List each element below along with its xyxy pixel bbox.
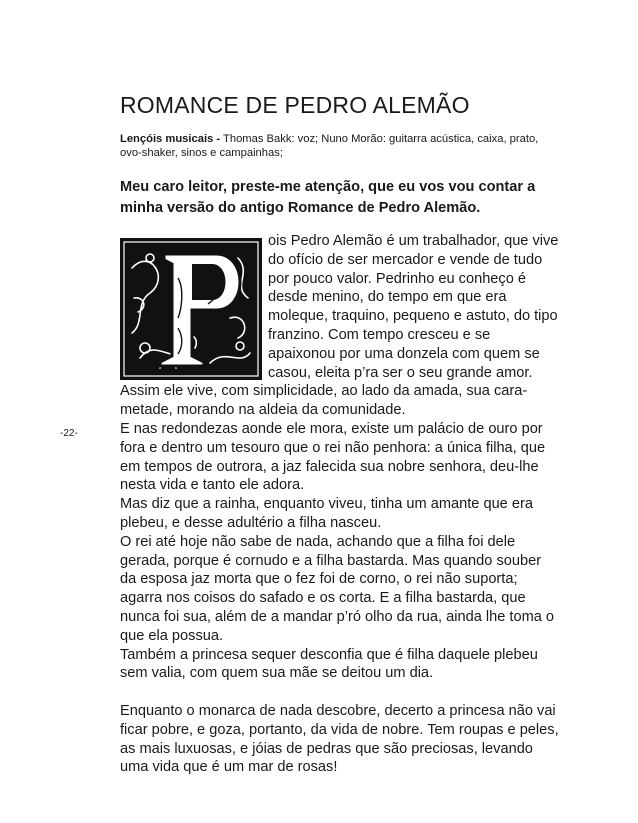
paragraph: Enquanto o monarca de nada descobre, decerto a princesa não vai ficar pobre, e goza, portanto, da vida de nobre. Tem roupas e peles, as mais luxuosas, e jóias de pedras que são preciosas, levando uma vida que é um mar de rosas!: [120, 702, 559, 776]
credits-label: Lençóis musicais -: [120, 133, 221, 145]
paragraph: O rei até hoje não sabe de nada, achando que a filha foi dele gerada, porque é cornudo e a filha bastarda. Mas quando souber da esposa jaz morta que o fez foi de corno, o rei não suporta; agarra nos coisos do safado e os corta. E a filha bastarda, que nunca foi sua, além de a mandar p’ró olho da rua, ainda lhe toma o que ela possua.: [120, 533, 555, 644]
intro-paragraph: Meu caro leitor, preste-me atenção, que eu vos vou contar a minha versão do antigo Romance de Pedro Alemão.: [120, 179, 536, 216]
decorated-initial: [120, 238, 262, 380]
paragraph: Assim ele vive, com simplicidade, ao lado da amada, sua cara-metade, morando na aldeia da comunidade.: [120, 383, 528, 419]
paragraph: E nas redondezas aonde ele mora, existe um palácio de ouro por fora e dentro um tesouro que o rei não penhora: a única filha, que em tempos de outrora, a jaz falecida sua nobre senhora, deu-lhe nesta vida e tanto ele adora.: [120, 420, 546, 494]
body-text: [120, 232, 560, 777]
page-title: ROMANCE DE PEDRO ALEMÃO: [120, 92, 470, 118]
credits: [120, 133, 560, 160]
paragraph: Também a princesa sequer desconfia que é filha daquele plebeu sem valia, com quem sua mãe se deitou um dia.: [120, 646, 538, 682]
credits-text: Thomas Bakk: voz; Nuno Morão: guitarra acústica, caixa, prato, ovo-shaker, sinos e campainhas;: [120, 133, 539, 159]
page-number: -22-: [60, 428, 78, 439]
paragraph: Mas diz que a rainha, enquanto viveu, tinha um amante que era plebeu, e desse adultério a filha nasceu.: [120, 496, 533, 531]
paragraph: ois Pedro Alemão é um trabalhador, que vive do ofício de ser mercador e vende de tudo por pouco valor. Pedrinho eu conheço é desde menino, do tempo em que era moleque, traquino, pequeno e astuto, do tipo franzino. Com tempo cresceu e se apaixonou por uma donzela com quem se casou, eleita p’ra ser o seu grande amor.: [268, 233, 559, 381]
